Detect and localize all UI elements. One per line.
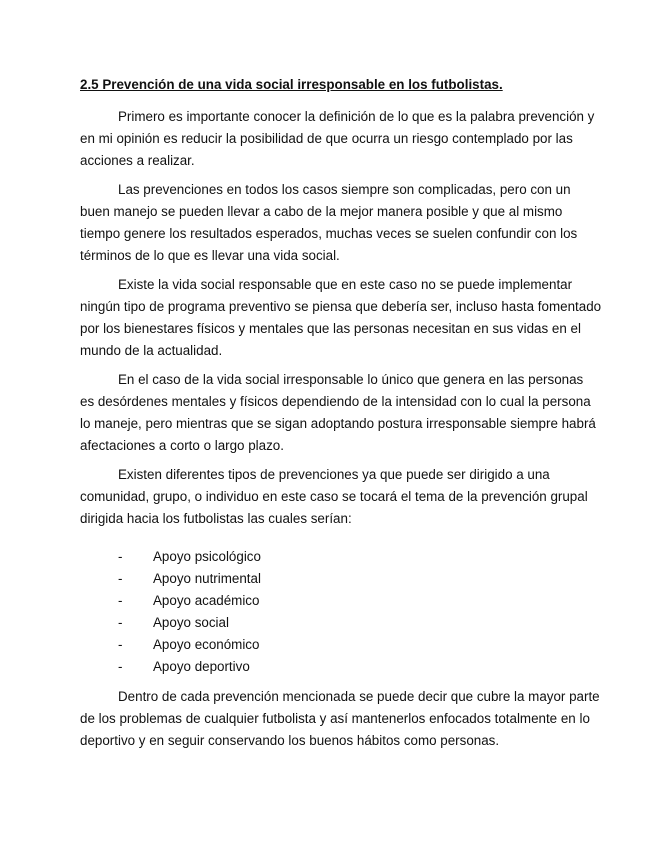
list-item: Apoyo psicológico — [153, 549, 261, 564]
list-bullet: - — [118, 549, 123, 564]
paragraph-line: en mi opinión es reducir la posibilidad de que ocurra un riesgo contemplado por las — [80, 131, 573, 146]
list-bullet: - — [118, 593, 123, 608]
paragraph-line: Existen diferentes tipos de prevenciones ya que puede ser dirigido a una — [118, 467, 550, 482]
list-item: Apoyo social — [153, 615, 229, 630]
paragraph-line: tiempo genere los resultados esperados, muchas veces se suelen confundir con los — [80, 226, 578, 241]
paragraph-line: Dentro de cada prevención mencionada se puede decir que cubre la mayor parte — [118, 689, 600, 704]
paragraph-line: buen manejo se pueden llevar a cabo de la mejor manera posible y que al mismo — [80, 204, 563, 219]
paragraph-line: acciones a realizar. — [80, 153, 195, 168]
section-heading: 2.5 Prevención de una vida social irresponsable en los futbolistas. — [80, 77, 503, 92]
paragraph-line: ningún tipo de programa preventivo se piensa que debería ser, incluso hasta fomentado — [80, 299, 602, 314]
paragraph-line: Primero es importante conocer la definición de lo que es la palabra prevención y — [118, 109, 595, 124]
list-item: Apoyo económico — [153, 637, 260, 652]
list-item: Apoyo académico — [153, 593, 260, 608]
list-item: Apoyo deportivo — [153, 659, 250, 674]
paragraph-line: Existe la vida social responsable que en este caso no se puede implementar — [118, 277, 573, 292]
paragraph-line: En el caso de la vida social irresponsable lo único que genera en las personas — [118, 372, 584, 387]
list-bullet: - — [118, 637, 123, 652]
list-bullet: - — [118, 571, 123, 586]
paragraph-line: deportivo y en seguir conservando los buenos hábitos como personas. — [80, 733, 500, 748]
paragraph-line: dirigida hacia los futbolistas las cuales serían: — [80, 511, 352, 526]
paragraph-line: mundo de la actualidad. — [80, 343, 223, 358]
paragraph-line: comunidad, grupo, o individuo en este caso se tocará el tema de la prevención grupal — [80, 489, 588, 504]
paragraph-line: términos de lo que es llevar una vida social. — [80, 248, 340, 263]
paragraph-line: de los problemas de cualquier futbolista y así mantenerlos enfocados totalmente en lo — [80, 711, 590, 726]
list-bullet: - — [118, 659, 123, 674]
paragraph-line: Las prevenciones en todos los casos siempre son complicadas, pero con un — [118, 182, 571, 197]
paragraph-line: afectaciones a corto o largo plazo. — [80, 438, 284, 453]
paragraph-line: por los bienestares físicos y mentales que las personas necesitan en sus vidas en el — [80, 321, 581, 336]
list-item: Apoyo nutrimental — [153, 571, 261, 586]
paragraph-line: lo maneje, pero mientras que se sigan adoptando postura irresponsable siempre habrá — [80, 416, 596, 431]
list-bullet: - — [118, 615, 123, 630]
paragraph-line: es desórdenes mentales y físicos dependiendo de la intensidad con lo cual la persona — [80, 394, 591, 409]
